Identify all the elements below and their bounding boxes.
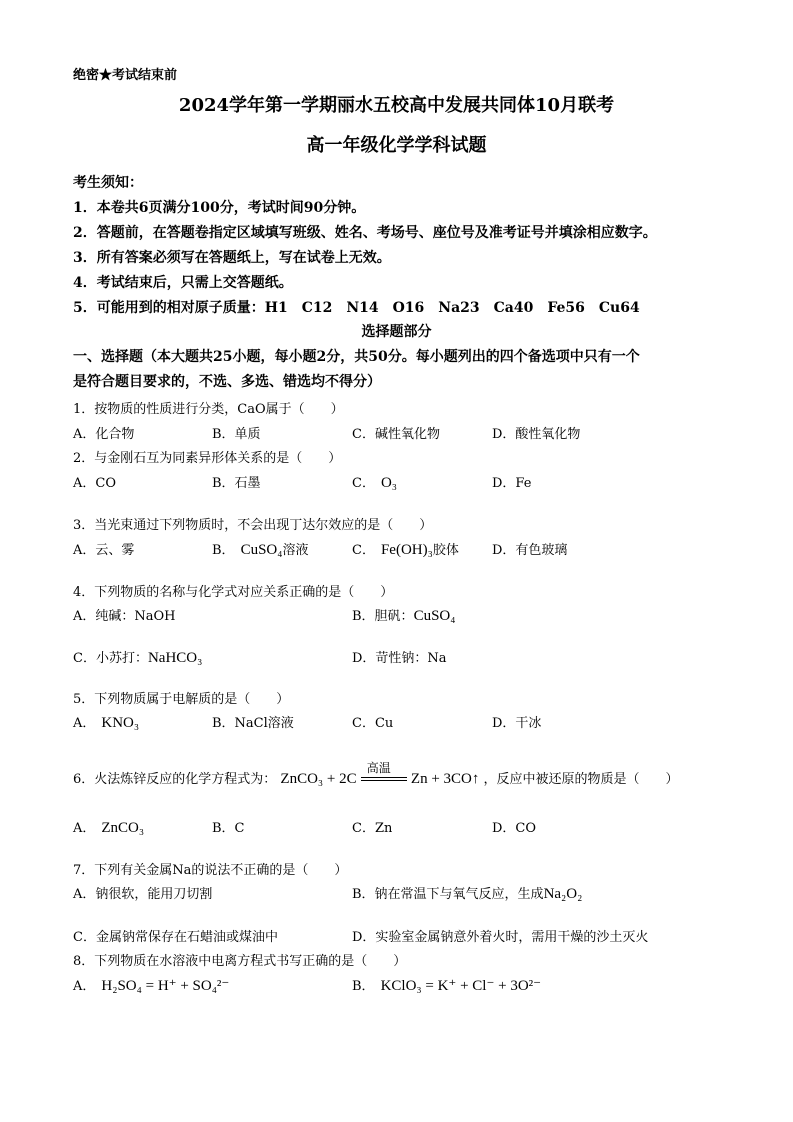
question-7-option-b-label: B．钠在常温下与氧气反应，生成 bbox=[352, 887, 544, 902]
question-8-option-a bbox=[73, 975, 229, 995]
question-2-option-c bbox=[352, 472, 397, 492]
question-2-option-b: B．石墨 bbox=[212, 476, 261, 491]
question-6-option-a-label: A． bbox=[73, 821, 96, 836]
question-7-options-row-1 bbox=[0, 883, 793, 901]
notice-item-1: 1．本卷共6页满分100分，考试时间90分钟。 bbox=[73, 200, 366, 216]
question-7-option-a: A．钠很软，能用刀切割 bbox=[73, 887, 213, 902]
question-6-stem-prefix: 6．火法炼锌反应的化学方程式为： bbox=[73, 772, 277, 787]
question-3-option-c-label: C． bbox=[352, 543, 375, 558]
question-7-stem: 7．下列有关金属Na的说法不正确的是（ ） bbox=[73, 863, 348, 878]
question-4-option-c-label: C．小苏打： bbox=[73, 651, 148, 666]
section-intro-line-1: 一、选择题（本大题共25小题，每小题2分，共50分。每小题列出的四个备选项中只有一个 bbox=[73, 349, 640, 365]
notice-heading: 考生须知： bbox=[73, 175, 143, 191]
question-1-option-b: B．单质 bbox=[212, 427, 261, 442]
question-3-options bbox=[0, 539, 793, 557]
question-5-options bbox=[0, 712, 793, 730]
question-6-option-c: C．Zn bbox=[352, 821, 393, 836]
question-8-option-b bbox=[352, 975, 541, 995]
question-4-options-row-2 bbox=[0, 647, 793, 665]
question-6-stem bbox=[73, 760, 679, 788]
question-7-option-b-formula: Na₂O₂ bbox=[543, 886, 583, 902]
question-6-option-b: B．C bbox=[212, 821, 245, 836]
question-7-option-b bbox=[352, 883, 582, 903]
question-4-option-c bbox=[73, 647, 202, 667]
question-3-stem: 3．当光束通过下列物质时，不会出现丁达尔效应的是（ ） bbox=[73, 518, 433, 533]
secret-label: 绝密★考试结束前 bbox=[73, 68, 178, 83]
question-3-option-b-formula: CuSO₄ bbox=[240, 542, 283, 558]
question-1-option-a: A．化合物 bbox=[73, 427, 135, 442]
question-2-stem: 2．与金刚石互为同素异形体关系的是（ ） bbox=[73, 451, 342, 466]
question-7-option-d: D．实验室金属钠意外着火时，需用干燥的沙土灭火 bbox=[352, 930, 649, 945]
question-6-option-d: D．CO bbox=[492, 821, 537, 836]
question-4-option-a: A．纯碱：NaOH bbox=[73, 609, 176, 624]
section-title: 选择题部分 bbox=[361, 324, 432, 340]
question-6-option-a bbox=[73, 817, 144, 837]
question-5-option-a-label: A． bbox=[73, 716, 96, 731]
question-4-option-b-label: B．胆矾： bbox=[352, 609, 414, 624]
question-8-option-b-formula: KClO₃ = K⁺ + Cl⁻ + 3O²⁻ bbox=[380, 978, 542, 994]
question-4-option-d: D．苛性钠：Na bbox=[352, 651, 447, 666]
question-5-option-a-formula: KNO₃ bbox=[101, 715, 140, 731]
question-3-option-a: A．云、雾 bbox=[73, 543, 135, 558]
question-4-option-b bbox=[352, 605, 455, 625]
question-6-equals-sign bbox=[361, 760, 407, 787]
question-3-option-d: D．有色玻璃 bbox=[492, 543, 568, 558]
section-intro-line-2: 是符合题目要求的，不选、多选、错选均不得分） bbox=[73, 374, 381, 390]
question-3-option-c-formula: Fe(OH)₃ bbox=[380, 542, 433, 558]
notice-item-5: 5．可能用到的相对原子质量：H1 C12 N14 O16 Na23 Ca40 Fe56 Cu64 bbox=[73, 300, 640, 316]
question-3-option-b bbox=[212, 539, 309, 559]
exam-subtitle: 高一年级化学学科试题 bbox=[306, 135, 487, 156]
question-7-options-row-2 bbox=[0, 926, 793, 944]
question-1-stem: 1．按物质的性质进行分类，CaO属于（ ） bbox=[73, 402, 344, 417]
question-8-options bbox=[0, 975, 793, 993]
notice-item-3: 3．所有答案必须写在答题纸上，写在试卷上无效。 bbox=[73, 250, 391, 266]
question-5-stem: 5．下列物质属于电解质的是（ ） bbox=[73, 692, 290, 707]
question-3-option-b-label: B． bbox=[212, 543, 235, 558]
question-6-condition: 高温 bbox=[366, 760, 391, 775]
question-8-stem: 8．下列物质在水溶液中电离方程式书写正确的是（ ） bbox=[73, 954, 407, 969]
question-6-equation-right: Zn + 3CO↑ bbox=[410, 771, 480, 787]
question-4-options-row-1 bbox=[0, 605, 793, 623]
question-2-options bbox=[0, 472, 793, 490]
question-5-option-d: D．干冰 bbox=[492, 716, 542, 731]
question-1-option-c: C．碱性氧化物 bbox=[352, 427, 440, 442]
question-3-option-b-suffix: 溶液 bbox=[282, 543, 309, 558]
question-7-option-c: C．金属钠常保存在石蜡油或煤油中 bbox=[73, 930, 278, 945]
question-2-option-d: D．Fe bbox=[492, 476, 532, 491]
question-6-options bbox=[0, 817, 793, 835]
question-8-option-b-label: B． bbox=[352, 979, 375, 994]
question-6-equation-left: ZnCO₃ + 2C bbox=[280, 771, 357, 787]
question-3-option-c-suffix: 胶体 bbox=[432, 543, 459, 558]
question-2-option-a: A．CO bbox=[73, 476, 116, 491]
question-5-option-a bbox=[73, 712, 139, 732]
notice-item-2: 2．答题前，在答题卷指定区域填写班级、姓名、考场号、座位号及准考证号并填涂相应数字。 bbox=[73, 225, 657, 241]
notice-item-4: 4．考试结束后，只需上交答题纸。 bbox=[73, 275, 293, 291]
question-6-option-a-formula: ZnCO₃ bbox=[101, 820, 145, 836]
question-2-option-c-formula: O₃ bbox=[380, 475, 398, 491]
question-4-option-b-formula: CuSO₄ bbox=[413, 608, 456, 624]
question-8-option-a-label: A． bbox=[73, 979, 96, 994]
question-6-stem-suffix: ，反应中被还原的物质是（ ） bbox=[483, 772, 679, 787]
question-8-option-a-formula: H₂SO₄ = H⁺ + SO₄²⁻ bbox=[101, 978, 230, 994]
question-5-option-c: C．Cu bbox=[352, 716, 394, 731]
question-1-option-d: D．酸性氧化物 bbox=[492, 427, 581, 442]
question-3-option-c bbox=[352, 539, 459, 559]
question-1-options bbox=[0, 423, 793, 441]
question-4-stem: 4．下列物质的名称与化学式对应关系正确的是（ ） bbox=[73, 585, 394, 600]
question-5-option-b: B．NaCl溶液 bbox=[212, 716, 294, 731]
exam-title: 2024学年第一学期丽水五校高中发展共同体10月联考 bbox=[178, 95, 615, 116]
question-4-option-c-formula: NaHCO₃ bbox=[147, 650, 203, 666]
question-2-option-c-label: C． bbox=[352, 476, 375, 491]
